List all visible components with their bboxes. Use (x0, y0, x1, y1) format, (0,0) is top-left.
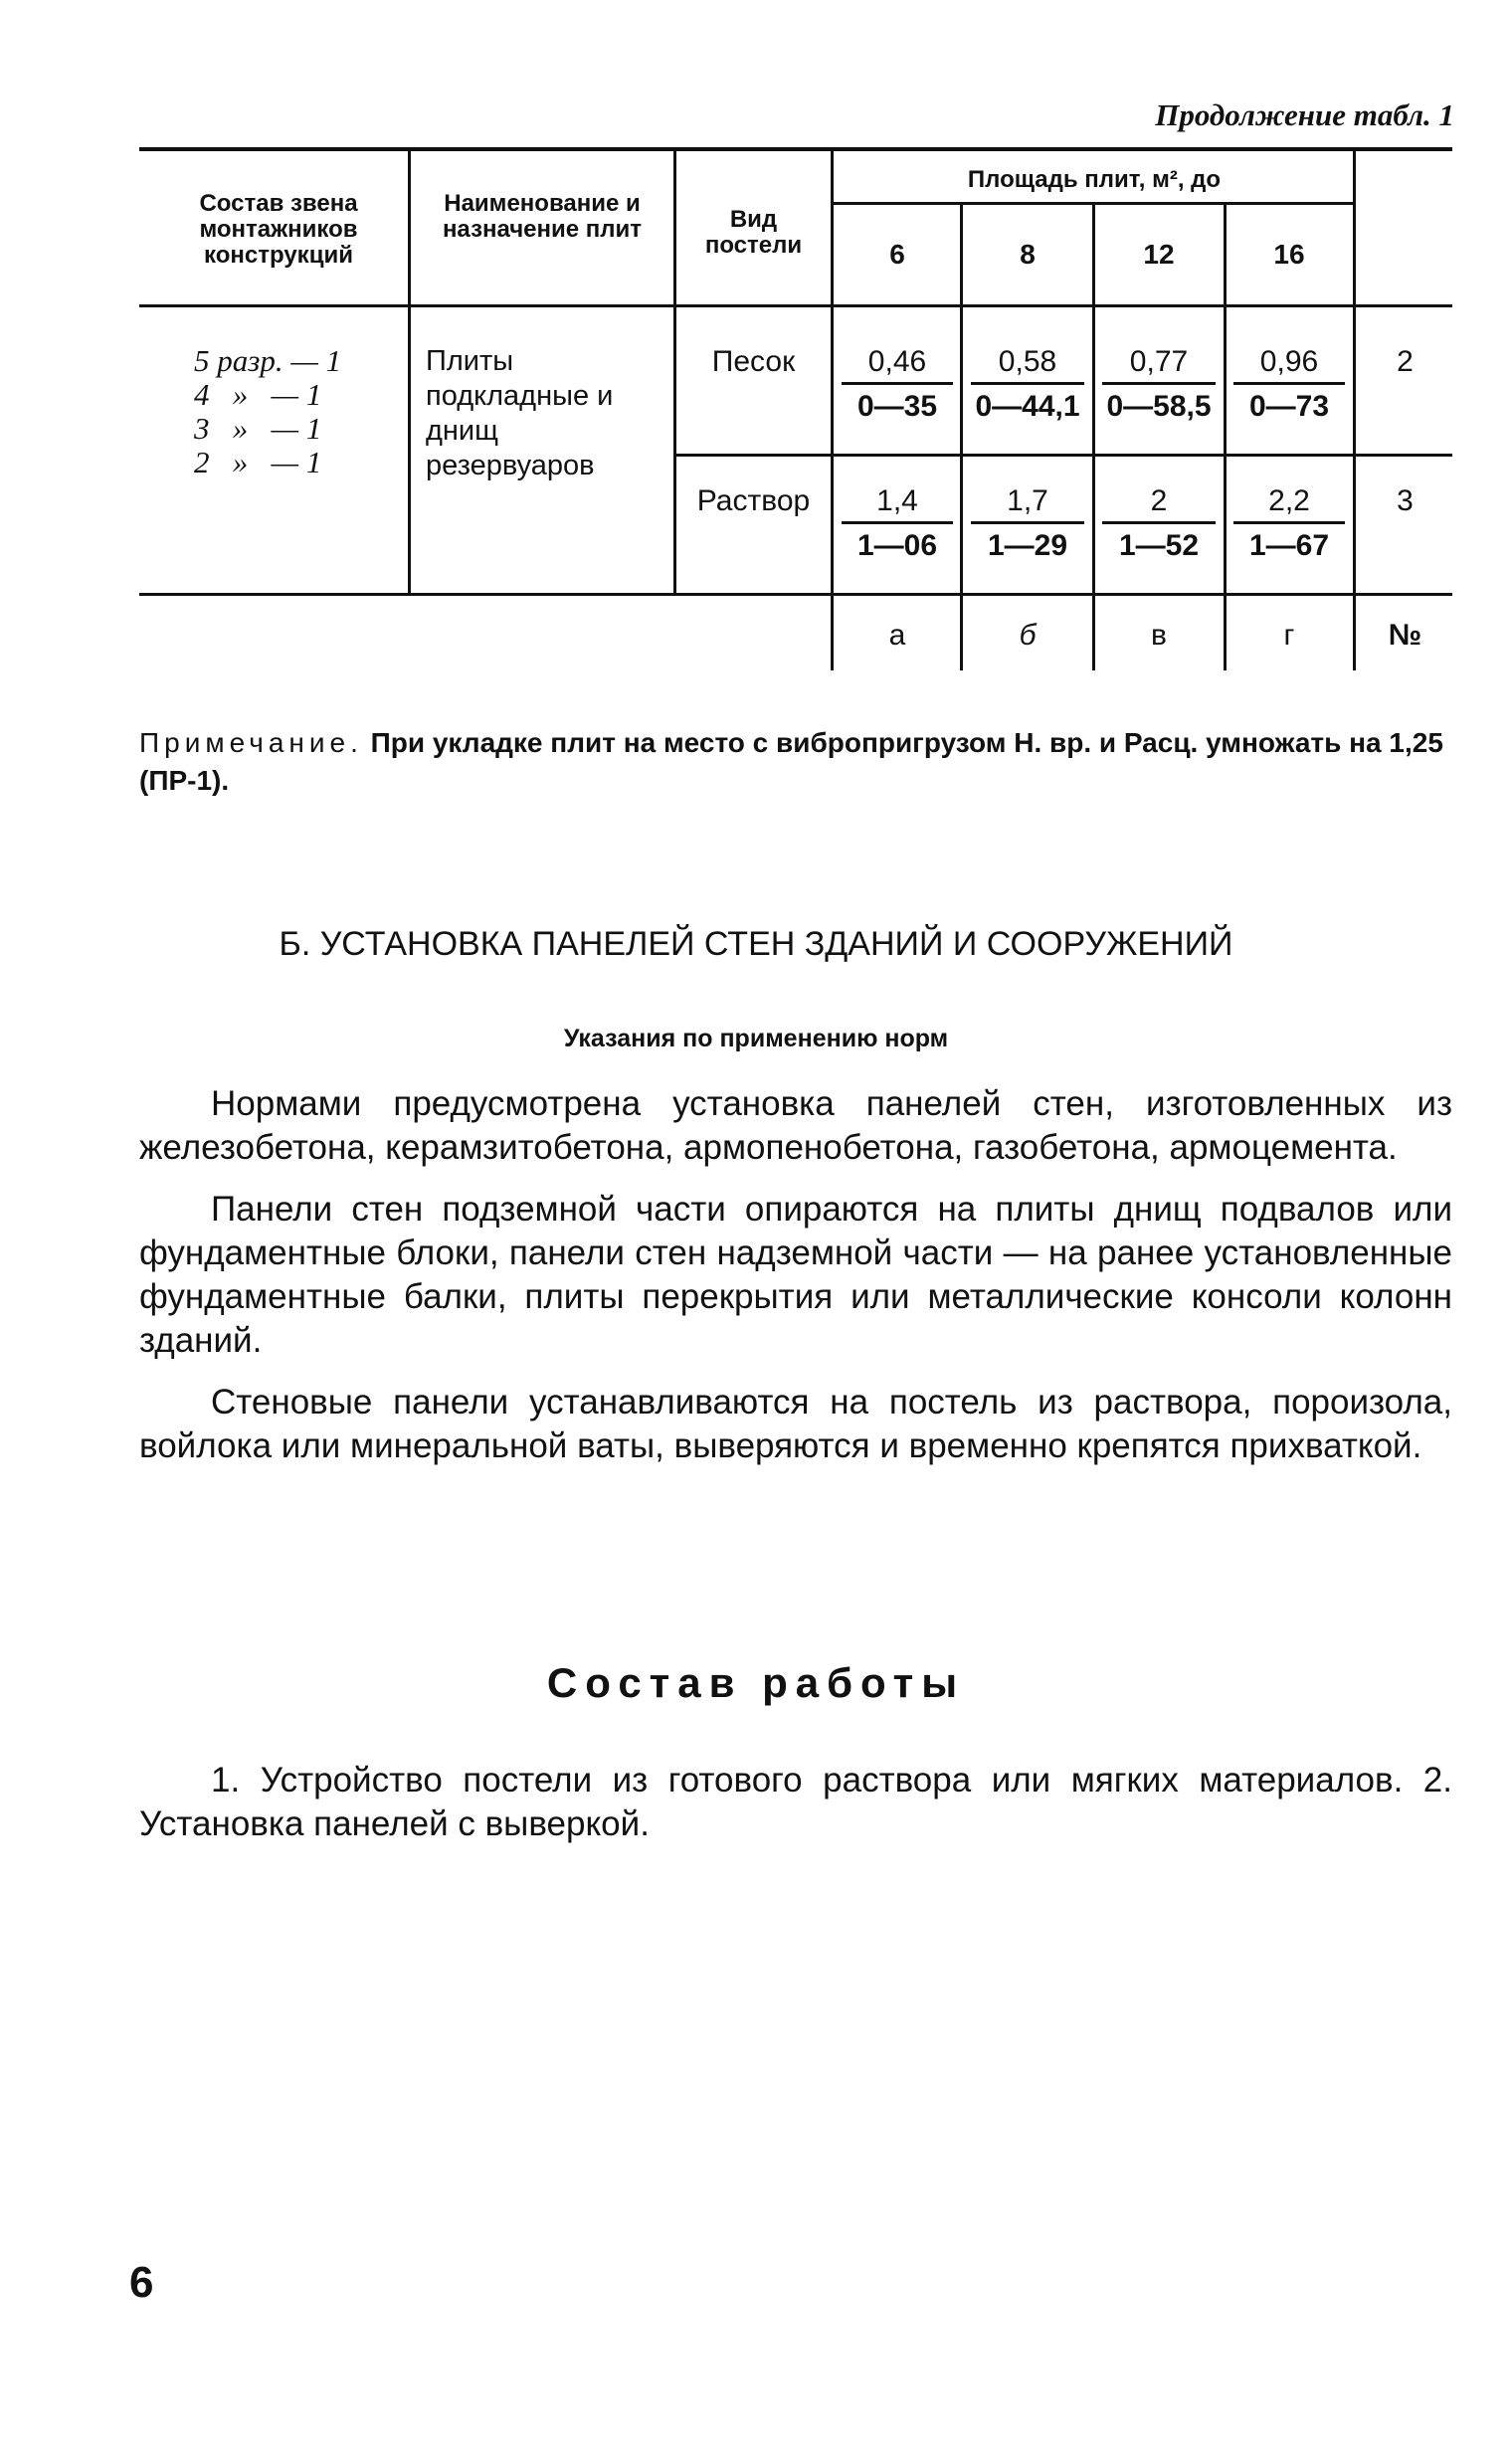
rate: 0—58,5 (1106, 390, 1212, 423)
plate-name: Плиты подкладные и днищ резервуаров (426, 345, 614, 481)
crew-line: 4 » — 1 (194, 377, 322, 412)
table-note (139, 724, 1452, 800)
crew-composition (194, 344, 403, 479)
col-rule-1 (408, 149, 411, 595)
rate: 1—67 (1248, 529, 1330, 562)
header-area-8: 8 (1020, 239, 1036, 270)
header-bottom-rule (139, 304, 1452, 307)
section-title: Б. УСТАНОВКА ПАНЕЛЕЙ СТЕН ЗДАНИЙ И СООРУЖЕНИЙ (279, 925, 1233, 963)
row-number: 2 (1397, 345, 1414, 378)
page-number: 6 (129, 2258, 154, 2307)
crew-line: 3 » — 1 (194, 411, 322, 446)
norm-cell (963, 483, 1092, 564)
subsection-title: Указания по применению норм (563, 1025, 949, 1052)
work-text (139, 1759, 1452, 1846)
foot-tick-5 (1353, 595, 1356, 670)
rate: 0—44,1 (975, 390, 1080, 423)
norm-cell (1226, 344, 1353, 425)
time-norm: 1,7 (1007, 484, 1048, 517)
time-norm: 1,4 (876, 484, 918, 517)
rate: 1—06 (856, 529, 938, 562)
crew-line: 5 разр. — 1 (194, 343, 342, 378)
table-top-rule (139, 147, 1452, 151)
paragraph: Нормами предусмотрена установка панелей стен, изготовленных из железобетона, керамзитобетона, армопенобетона, газобетона, армоцемента. (139, 1084, 1452, 1167)
instructions-text (139, 1082, 1452, 1468)
norm-cell (834, 344, 961, 425)
rate: 1—29 (987, 529, 1068, 562)
continuation-label: Продолжение табл. 1 (1155, 97, 1454, 132)
column-letter: в (1151, 619, 1167, 652)
table-bottom-rule (139, 593, 1452, 596)
rate: 0—35 (856, 390, 938, 423)
column-letter: г (1283, 619, 1295, 652)
crew-line: 2 » — 1 (194, 445, 322, 479)
norm-cell (834, 483, 961, 564)
col-rule-7 (1353, 149, 1356, 595)
note-text: При укладке плит на место с вибропригрузом Н. вр. и Расц. умножать на 1,25 (ПР-1). (139, 727, 1443, 796)
rate: 0—73 (1248, 390, 1330, 423)
norm-cell (1094, 344, 1224, 425)
paragraph: Стеновые панели устанавливаются на постель из раствора, пороизола, войлока или минеральной ваты, выверяются и временно крепятся прихваткой. (139, 1383, 1452, 1465)
header-crew: Состав звена монтажников конструкций (199, 190, 358, 269)
time-norm: 0,46 (867, 345, 927, 378)
time-norm: 2,2 (1268, 484, 1310, 517)
norm-cell (1094, 483, 1224, 564)
time-norm: 0,96 (1259, 345, 1319, 378)
header-area-16: 16 (1273, 239, 1305, 270)
norm-cell (1226, 483, 1353, 564)
header-area-group: Площадь плит, м², до (967, 166, 1222, 193)
column-letter: а (888, 619, 906, 652)
time-norm: 0,58 (998, 345, 1057, 378)
note-lead: Примечание. (139, 727, 363, 758)
bed-type-mortar: Раствор (696, 484, 811, 517)
norm-cell (963, 344, 1092, 425)
time-norm: 2 (1150, 484, 1168, 517)
header-plate-name: Наименование и назначение плит (442, 190, 643, 243)
time-norm: 0,77 (1129, 345, 1189, 378)
bed-type-sand: Песок (711, 345, 796, 378)
paragraph: 1. Устройство постели из готового раствора или мягких материалов. 2. Установка панелей с выверкой. (139, 1761, 1452, 1843)
row-divider (673, 454, 1452, 457)
column-letter: б (1019, 619, 1037, 652)
row-number: 3 (1397, 484, 1414, 517)
work-title: Состав работы (546, 1659, 966, 1706)
header-bed-type: Вид постели (704, 206, 803, 259)
rate: 1—52 (1118, 529, 1200, 562)
column-letter: № (1388, 619, 1422, 652)
paragraph: Панели стен подземной части опираются на плиты днищ подвалов или фундаментные блоки, панели стен надземной части — на ранее установленные фундаментные балки, плиты перекрытия или металлические консоли колонн зданий. (139, 1190, 1452, 1360)
header-area-6: 6 (889, 239, 905, 270)
header-area-12: 12 (1143, 239, 1175, 270)
